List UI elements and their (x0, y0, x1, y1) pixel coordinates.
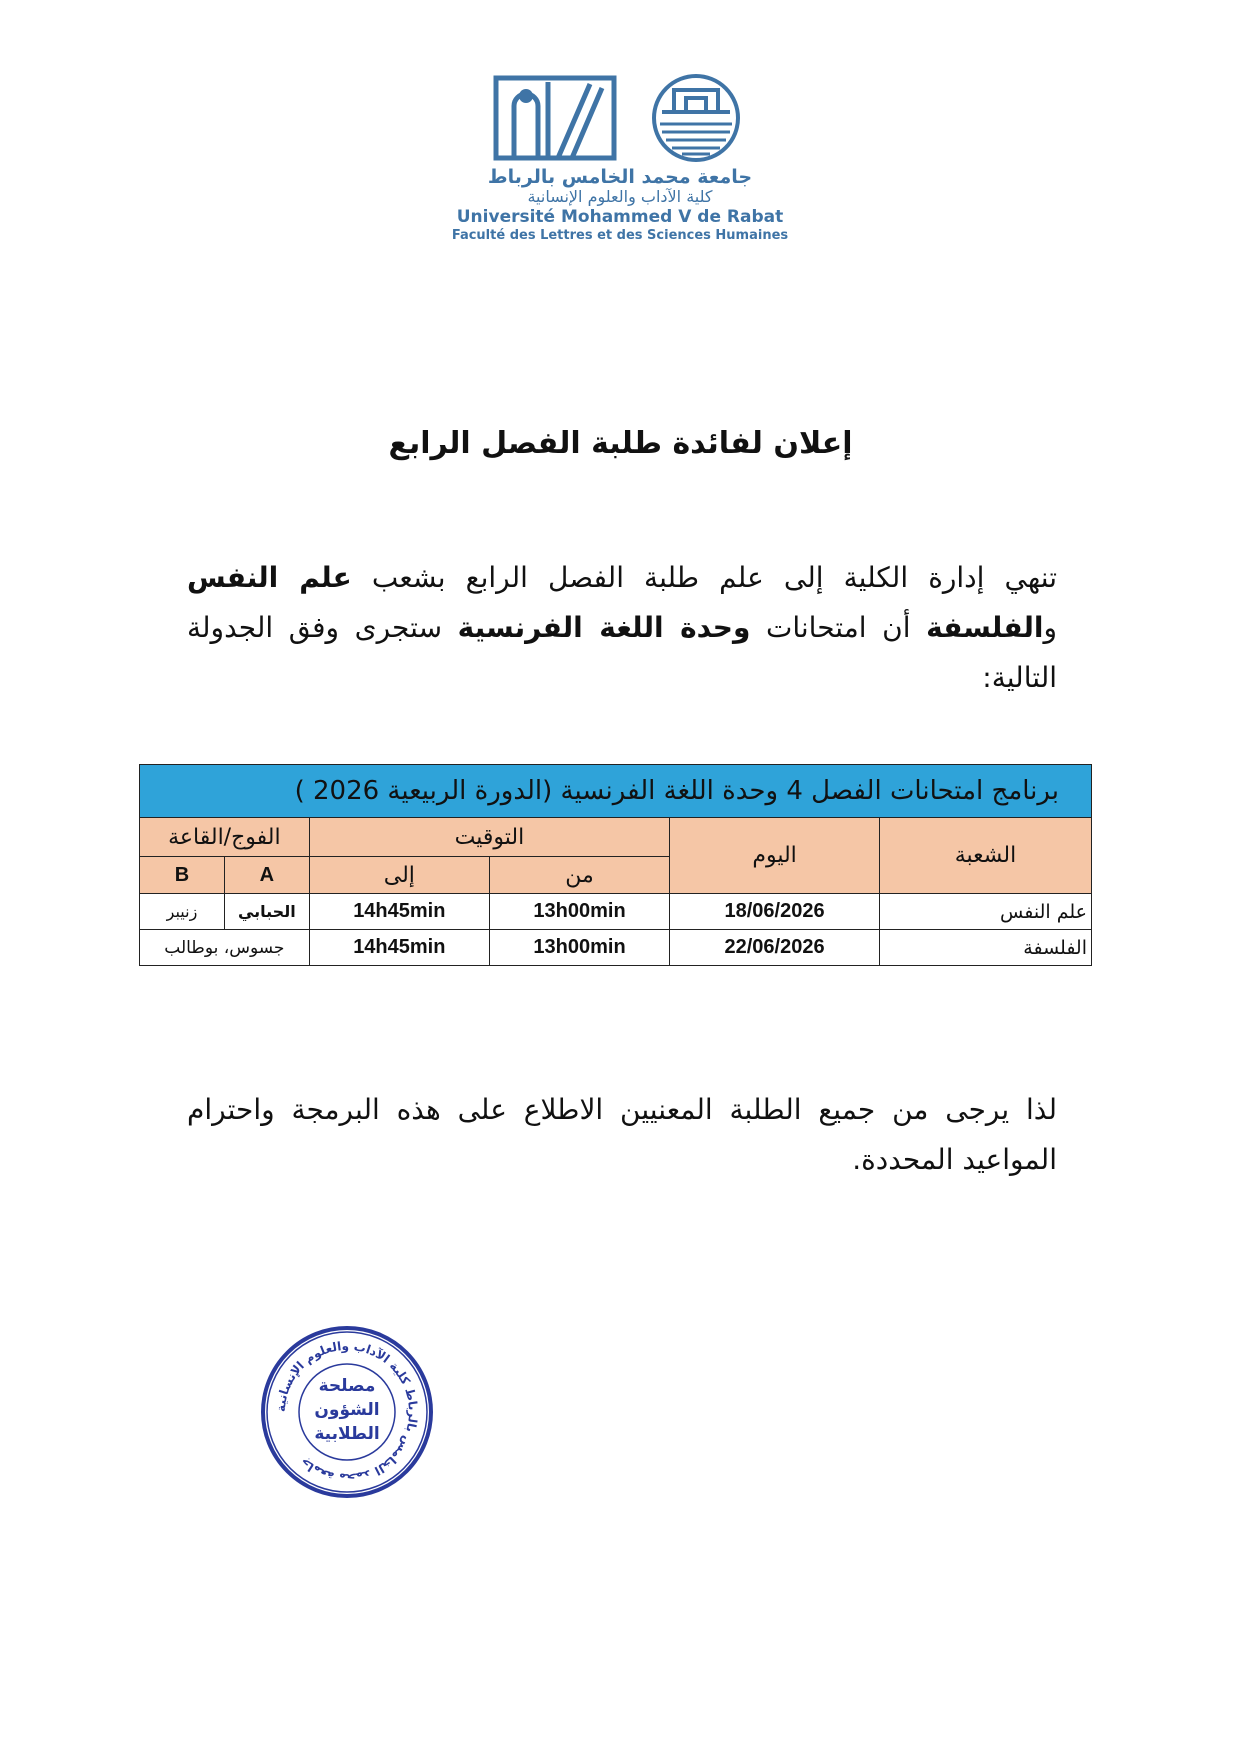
row-branch: علم النفس (880, 894, 1092, 930)
intro-bold-philosophy: الفلسفة (926, 611, 1044, 644)
intro-paragraph (187, 553, 1057, 703)
logo-arabic-university: جامعة محمد الخامس بالرباط (487, 166, 753, 188)
row-to: 14h45min (309, 894, 489, 930)
intro-text-4: ستجرى وفق الجدولة التالية: (187, 611, 1057, 694)
stamp-ring-text: جامعة محمد الخامس بالرباط كلية الآداب والعلوم الإنسانية (273, 1338, 421, 1486)
header-timing: التوقيت (309, 818, 669, 857)
row-group-a: الحبابي (224, 894, 309, 930)
row-branch: الفلسفة (880, 930, 1092, 966)
row-group-b: زنيبر (140, 894, 225, 930)
official-stamp (257, 1322, 437, 1502)
closing-paragraph: لذا يرجى من جميع الطلبة المعنيين الاطلاع على هذه البرمجة واحترام المواعيد المحددة. (187, 1093, 1057, 1176)
logo-french-university: Université Mohammed V de Rabat (456, 207, 784, 227)
row-from: 13h00min (489, 930, 669, 966)
intro-text-2: و (1043, 611, 1057, 644)
row-to: 14h45min (309, 930, 489, 966)
header-day: اليوم (670, 818, 880, 894)
announcement-title: إعلان لفائدة طلبة الفصل الرابع (388, 426, 853, 461)
intro-text-3: أن امتحانات (750, 611, 927, 644)
exam-schedule-table (139, 764, 1092, 966)
logo-arabic-faculty: كلية الآداب والعلوم الإنسانية (527, 187, 713, 206)
intro-bold-french-module: وحدة اللغة الفرنسية (457, 611, 751, 644)
header-group-room: الفوج/القاعة (140, 818, 310, 857)
intro-bold-psychology: علم النفس (187, 561, 352, 594)
intro-text-1: تنهي إدارة الكلية إلى علم طلبة الفصل الرابع بشعب (351, 561, 1057, 594)
row-day: 22/06/2026 (670, 930, 880, 966)
table-caption: برنامج امتحانات الفصل 4 وحدة اللغة الفرنسية (الدورة الربيعية 2026 ) (140, 765, 1092, 818)
header-from: من (489, 857, 669, 894)
header-group-b: B (140, 857, 225, 894)
logo-french-faculty: Faculté des Lettres et des Sciences Humaines (451, 228, 789, 243)
table-row (140, 894, 1092, 930)
row-group-ab: جسوس، بوطالب (140, 930, 310, 966)
row-day: 18/06/2026 (670, 894, 880, 930)
header-to: إلى (309, 857, 489, 894)
table-row (140, 930, 1092, 966)
university-logo (440, 72, 800, 252)
header-branch: الشعبة (880, 818, 1092, 894)
stamp-seal-icon (257, 1322, 437, 1502)
row-from: 13h00min (489, 894, 669, 930)
stamp-center-text: مصلحة الشؤون الطلابية (314, 1376, 380, 1444)
header-group-a: A (224, 857, 309, 894)
university-emblem-icon (492, 72, 748, 164)
